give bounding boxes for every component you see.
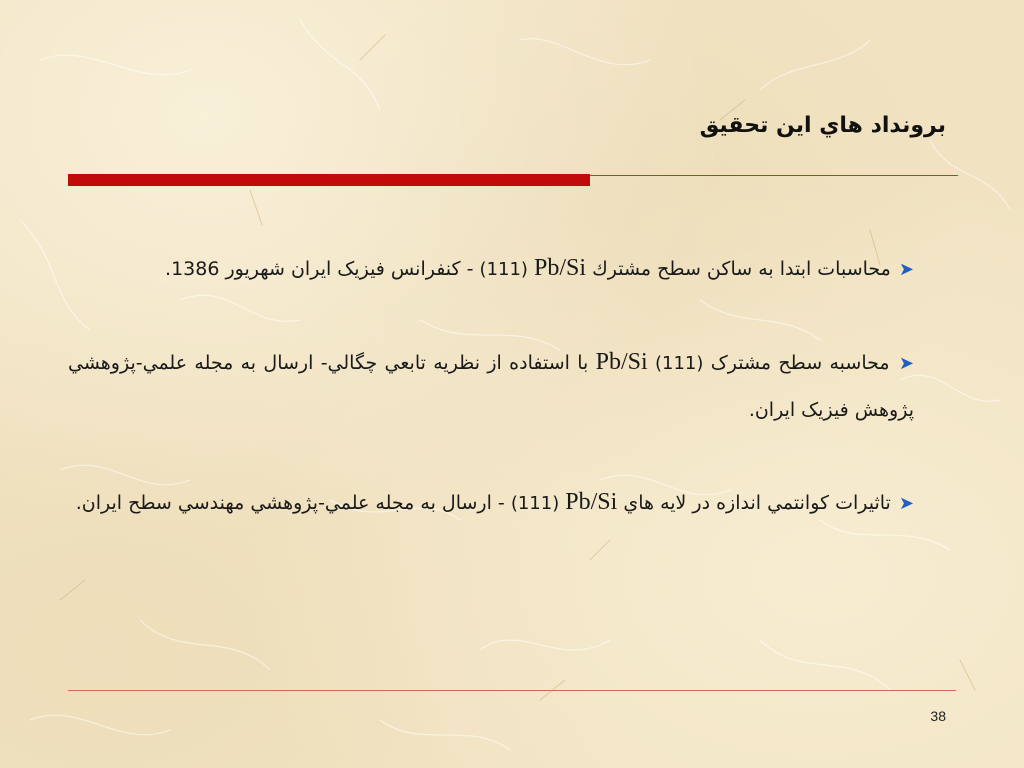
surface-index: (111) [479,259,528,280]
slide-title: برونداد هاي اين تحقيق [699,113,946,138]
material-name: Pb/Si [565,489,618,515]
surface-index: (111) [510,493,560,514]
bullet-list [68,245,914,527]
footer-rule [68,690,956,691]
material-name: Pb/Si [595,349,648,375]
bullet-text-before: محاسبه سطح مشترک [710,352,890,374]
page-number: 38 [930,708,946,724]
bullet-item [68,245,914,293]
bullet-item [68,479,914,527]
title-underline-bar [68,174,590,186]
surface-index: (111) [655,353,704,374]
title-underline-rule [590,175,958,176]
bullet-text-after: با استفاده از نظريه تابعي چگالي- ارسال به مجله علمي-پژوهشي پژوهش فيزيک ايران. [68,352,914,421]
bullet-text-before: تاثيرات كوانتمي اندازه در لايه هاي [623,492,891,514]
bullet-text-after: - كنفرانس فيزيک ايران شهريور 1386. [165,258,474,280]
arrowhead-bullet-icon: ➤ [898,353,914,374]
material-name: Pb/Si [534,255,587,281]
arrowhead-bullet-icon: ➤ [898,493,914,514]
arrowhead-bullet-icon: ➤ [898,259,914,280]
bullet-text-before: محاسبات ابتدا به ساكن سطح مشترك [592,258,891,280]
bullet-text-after: - ارسال به مجله علمي-پژوهشي مهندسي سطح ايران. [75,492,505,514]
bullet-item [68,339,914,433]
